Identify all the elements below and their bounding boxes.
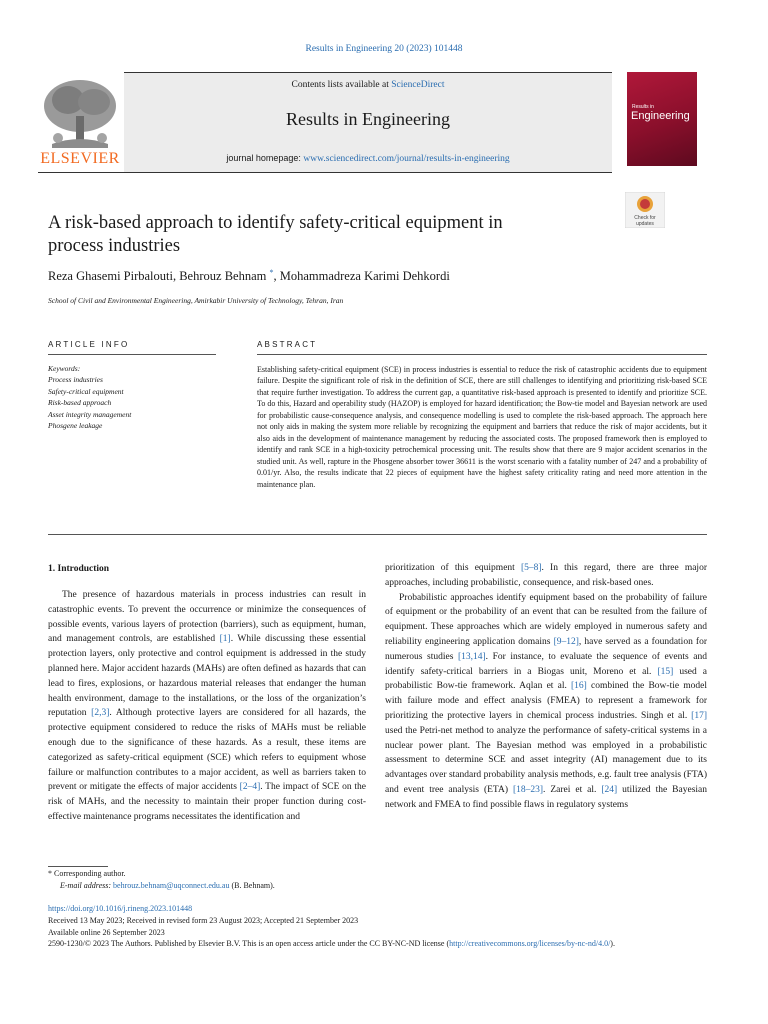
text-run: . Although protective layers are considered for all hazards, the protective equipment considered to reduce the risks of MAHs must be reliable enough due to the significance of these hazards. As a result, these items are categorized as safety-critical equipment (SCE) which refers to equipment whose failure or malfunction contributes to a major accident, as well as barriers taken to prevent or mitigate the effects of major accidents <box>48 708 366 793</box>
keyword-item: Risk-based approach <box>48 398 112 408</box>
authors-part1: Reza Ghasemi Pirbalouti, Behrouz Behnam <box>48 269 270 284</box>
journal-title: Results in Engineering <box>286 109 450 129</box>
text-run: . For instance, to evaluate the sequence of events and identify safety-critical barriers in a Biogas unit, Moreno et al. <box>385 651 707 677</box>
abstract-heading: ABSTRACT <box>257 340 318 349</box>
section-divider <box>48 534 707 535</box>
text-run: . The impact of SCE on the risk of MAHs, and the necessity to maintain their proper function during cost-effective maintenance programs necessitates the identification and <box>48 782 366 822</box>
license-text: 2590-1230/© 2023 The Authors. Published by Elsevier B.V. This is an open access article under the CC BY-NC-ND license ( <box>48 939 450 949</box>
corresponding-author-mark[interactable]: * <box>269 268 274 277</box>
elsevier-wordmark: ELSEVIER <box>40 150 120 167</box>
contents-line <box>124 80 612 90</box>
keyword-item: Asset integrity management <box>48 409 132 419</box>
footnote-rule <box>48 866 108 867</box>
email-line <box>48 880 275 892</box>
sciencedirect-link[interactable]: ScienceDirect <box>391 80 445 90</box>
text-run: prioritization of this equipment <box>385 563 521 573</box>
contents-prefix: Contents lists available at <box>291 80 392 90</box>
paper-title-line1: A risk-based approach to identify safety-critical equipment in <box>48 213 503 233</box>
license-line <box>48 938 707 950</box>
body-left-column <box>48 588 366 825</box>
affiliation: School of Civil and Environmental Engineering, Amirkabir University of Technology, Tehran, Iran <box>48 296 344 305</box>
body-right-column <box>385 561 707 813</box>
citation-link[interactable]: [2,3] <box>91 708 110 719</box>
article-metadata <box>48 903 707 950</box>
author-list <box>48 268 450 284</box>
email-link[interactable]: behrouz.behnam@uqconnect.edu.au <box>113 881 230 890</box>
citation-link[interactable]: [13,14] <box>457 651 486 662</box>
text-run: used a probabilistic Bow-tie framework. Aqlan et al. <box>385 666 707 692</box>
journal-reference[interactable]: Results in Engineering 20 (2023) 101448 <box>305 44 463 54</box>
citation-link[interactable]: [2–4] <box>239 782 261 793</box>
keywords-block <box>48 363 131 431</box>
corresponding-text: Corresponding author. <box>52 869 126 878</box>
citation-link[interactable]: [24] <box>601 784 618 795</box>
citation-link[interactable]: [15] <box>657 666 674 677</box>
probabilistic-paragraph <box>385 591 707 813</box>
citation-link[interactable]: [1] <box>219 634 231 645</box>
text-run: combined the Bow-tie model with failure mode and effect analysis (FMEA) to represent a framework for prioritizing the protective layers in chemical process industries. Singh et al. <box>385 681 707 721</box>
email-label: E-mail address: <box>60 881 114 890</box>
badge-text-2: updates <box>636 221 654 227</box>
badge-text-1: Check for <box>634 215 656 221</box>
homepage-link[interactable]: www.sciencedirect.com/journal/results-in-engineering <box>303 154 510 164</box>
section-heading-introduction: 1. Introduction <box>48 564 110 574</box>
text-run: . While discussing these essential protection layers, only protective and control equipment is addressed in the study planned here. Major accident hazards (MAHs) are often defined as hazards that can lead to fires, explosions, or hazardous material releases that endanger the human health environment, damage to the installations, or the loss of the organization’s reputation <box>48 634 366 719</box>
received-dates: Received 13 May 2023; Received in revised form 23 August 2023; Accepted 21 September 2023 <box>48 915 359 925</box>
corresponding-author-note <box>48 868 275 880</box>
cover-results-in: Results in <box>632 104 654 110</box>
keyword-item: Phosgene leakage <box>48 421 103 431</box>
authors-part2: , Mohammadreza Karimi Dehkordi <box>273 269 450 284</box>
header-bottom-rule <box>38 172 612 173</box>
keyword-item: Process industries <box>48 375 103 385</box>
continued-paragraph <box>385 561 707 591</box>
email-suffix: (B. Behnam). <box>229 881 275 890</box>
paper-title <box>48 212 608 258</box>
intro-paragraph <box>48 588 366 825</box>
paper-title-line2: process industries <box>48 236 181 256</box>
keywords-title: Keywords: <box>48 364 81 373</box>
citation-link[interactable]: [16] <box>571 681 587 692</box>
text-run: Probabilistic approaches identify equipment based on the probability of failure of equipment or the probability of an event that can be resulted from the failure of equipment. These approaches which are widely employed in numerous safety and reliability engineering application domains <box>385 592 707 647</box>
cover-engineering: Engineering <box>631 110 690 122</box>
text-run: utilized the Bayesian network and FMEA to find possible flaws in regulatory systems <box>385 784 707 810</box>
text-run: . In this regard, there are three major approaches, including probabilistic, consequence, and risk-based ones. <box>385 563 707 588</box>
abstract-rule <box>257 354 707 355</box>
citation-link[interactable]: [18–23] <box>512 784 544 795</box>
check-for-updates-icon[interactable] <box>625 192 665 228</box>
available-online: Available online 26 September 2023 <box>48 927 165 937</box>
doi-link[interactable]: https://doi.org/10.1016/j.rineng.2023.101448 <box>48 904 193 913</box>
text-run: . Zarei et al. <box>543 784 602 795</box>
footnote <box>48 868 275 892</box>
abstract-text: Establishing safety-critical equipment (SCE) in process industries is essential to reduce the risk of catastrophic accidents due to equipment failure. Despite the significant role of risk in the definition of SCE, there are still challenges to identifying and prioritizing risk-based SCE that require further investigation. To address the current gap, a quantitative risk-based approach is presented to identify and prioritize SCE. To do this, Hazard and operability study (HAZOP) is employed for hazard identification; the Bow-tie model and Bayesian network are used for probabilistic cause-consequence analysis, and consequence modelling is used to complete the risk-based approach. The approach here not only aids in making the system more reliable by recognizing the equipment and barriers that reduce the risk of major accidents, but it also aids in the development of maintenance management by reducing the associated costs. The proposed framework then is employed to identify and rank SCE in a high-toxicity petrochemical processing unit. The results show that there are 9 major accident scenarios in the studied unit. As well, rapture in the Phosgene absorber tower 36611 is the worst scenario with a fatality number of 247 and a probability of 0.01/yr. Also, the results indicate that 22 pieces of equipment have the highest safety criticality rating and need more attention in the maintenance plan. <box>257 365 707 489</box>
homepage-label: journal homepage: <box>226 153 304 163</box>
keyword-item: Safety-critical equipment <box>48 386 124 396</box>
article-info-heading: ARTICLE INFO <box>48 340 130 349</box>
text-run: The presence of hazardous materials in process industries can result in catastrophic events. To prevent the occurrence or minimize the consequences of possible events, various layers of protection (barriers), such as equipment, human, and management controls, are established <box>48 590 366 645</box>
citation-link[interactable]: [5–8] <box>520 563 542 573</box>
license-close: ). <box>610 939 615 949</box>
text-run: used the Petri-net method to analyze the performance of safety-critical systems in a nuclear power plant. The Bayesian method was employed in a probabilistic assessment to determine SCE and asset integrity (AI) management due to its advantages over standard probability analysis methods, e.g. fault tree analysis (FTA) and event tree analysis (ETA) <box>385 725 707 795</box>
journal-homepage <box>124 153 612 164</box>
citation-link[interactable]: [9–12] <box>553 636 579 647</box>
citation-link[interactable]: [17] <box>691 710 707 721</box>
license-link[interactable]: http://creativecommons.org/licenses/by-nc-nd/4.0/ <box>449 939 611 949</box>
article-info-rule <box>48 354 216 355</box>
text-run: , have served as a foundation for numerous studies <box>385 636 707 662</box>
footnote-mark: * <box>48 869 52 878</box>
